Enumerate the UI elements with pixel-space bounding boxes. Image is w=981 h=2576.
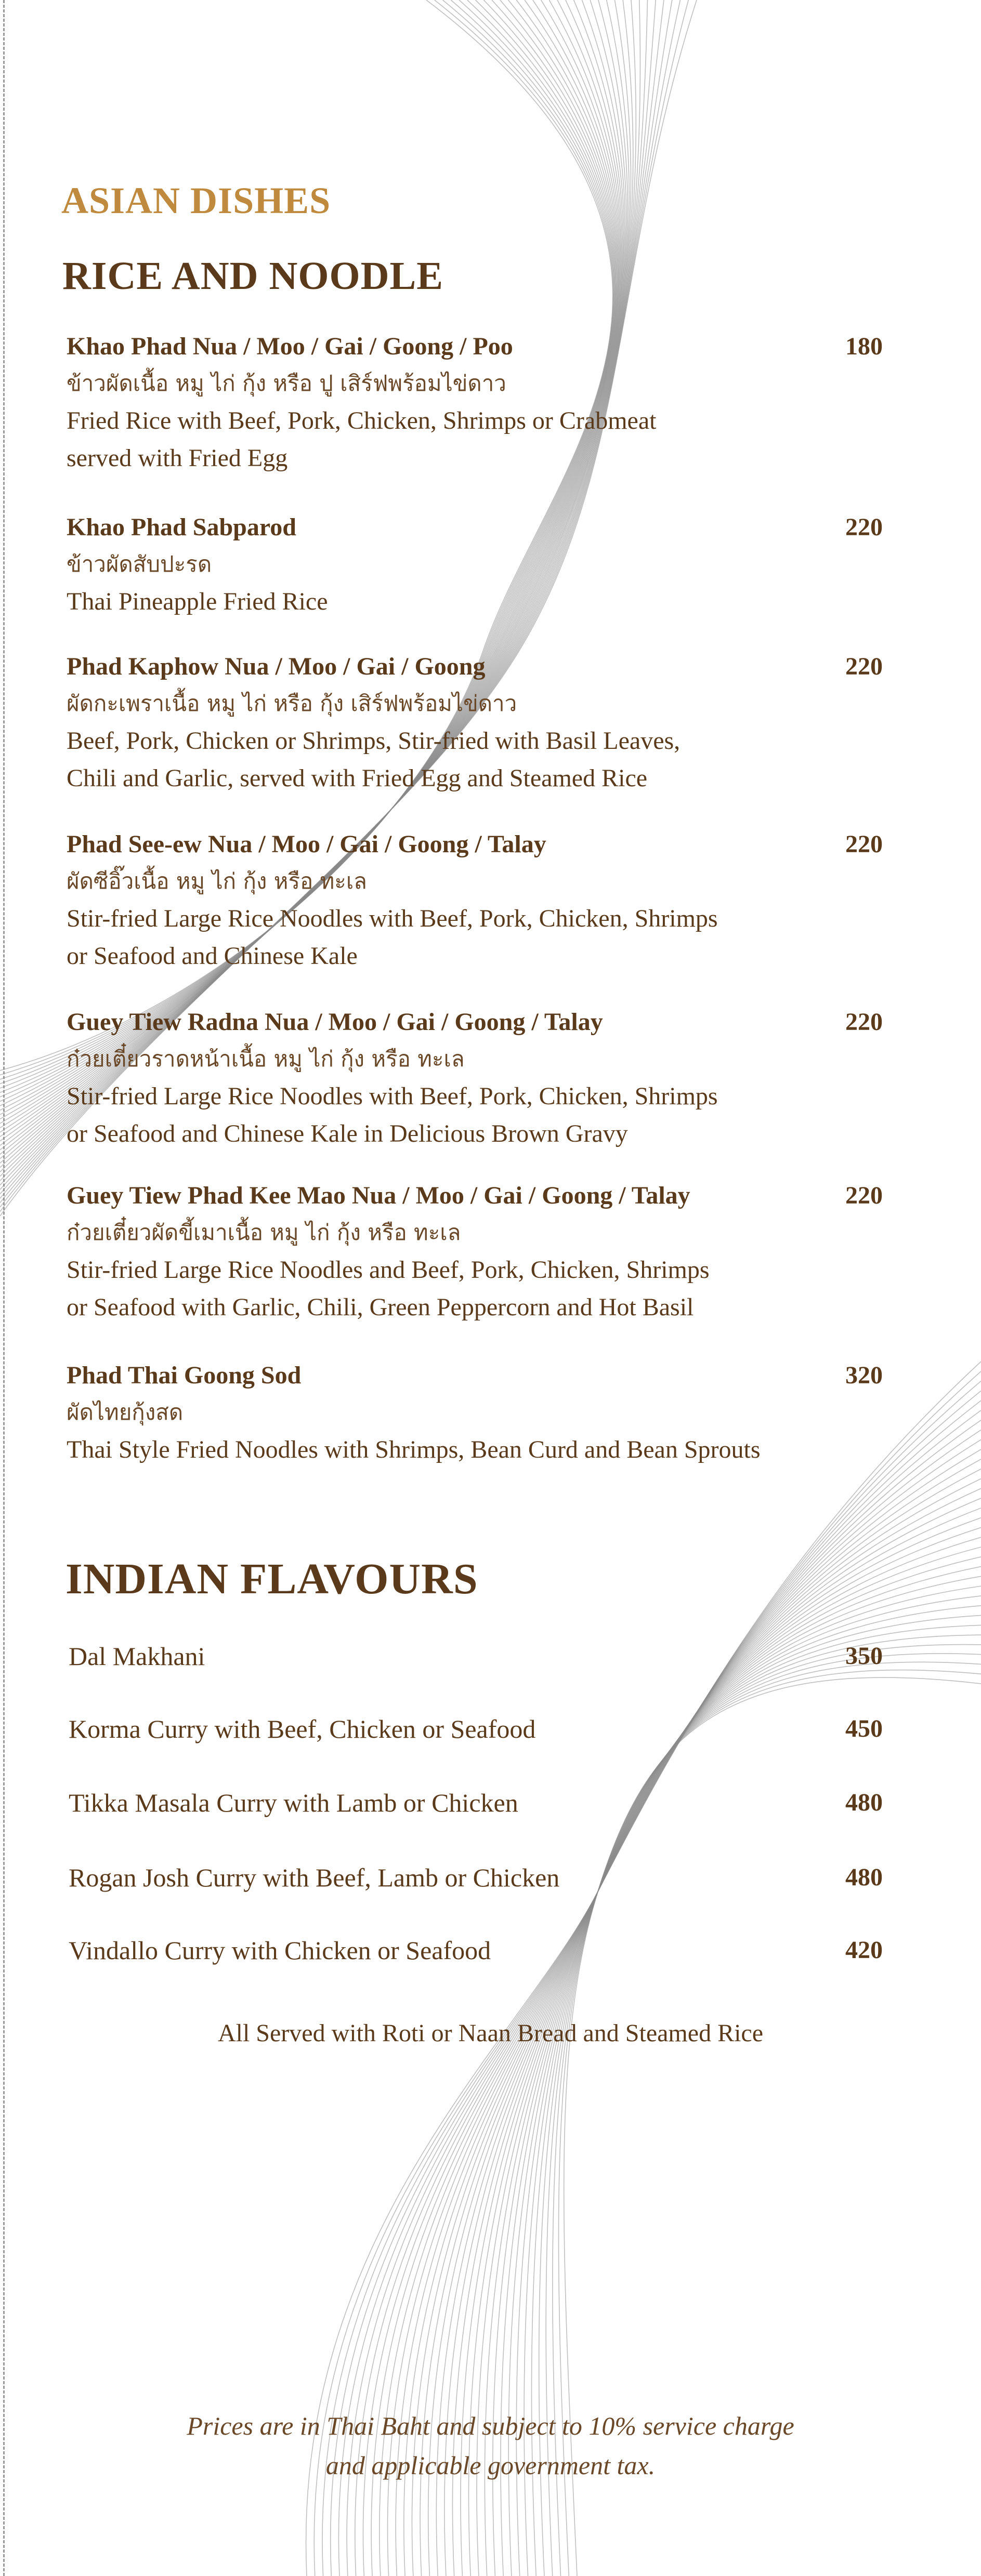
item-name: Guey Tiew Phad Kee Mao Nua / Moo / Gai / Goong / Talay (67, 1182, 690, 1209)
item-description: or Seafood with Garlic, Chili, Green Peppercorn and Hot Basil (67, 1293, 694, 1321)
item-price: 220 (845, 1008, 883, 1036)
item-description: Stir-fried Large Rice Noodles and Beef, Pork, Chicken, Shrimps (67, 1256, 710, 1284)
category-heading: ASIAN DISHES (61, 180, 331, 221)
price-disclaimer (0, 2406, 981, 2485)
menu-item (69, 1638, 883, 1674)
item-name: Guey Tiew Radna Nua / Moo / Gai / Goong / Talay (67, 1008, 603, 1036)
menu-item (69, 1932, 883, 1969)
served-with-note: All Served with Roti or Naan Bread and Steamed Rice (217, 2019, 764, 2047)
item-name: Khao Phad Sabparod (67, 513, 296, 541)
item-name: Phad See-ew Nua / Moo / Gai / Goong / Talay (67, 830, 546, 858)
item-price: 220 (845, 830, 883, 858)
item-description: Thai Pineapple Fried Rice (67, 588, 328, 615)
menu-item (69, 1785, 883, 1821)
item-thai-name: ก๋วยเตี๋ยวผัดขี้เมาเนื้อ หมู ไก่ กุ้ง หรือ ทะเล (67, 1220, 461, 1245)
item-price: 420 (845, 1936, 883, 1964)
item-thai-name: ผัดไทยกุ้งสด (67, 1399, 184, 1425)
item-thai-name: ข้าวผัดเนื้อ หมู ไก่ กุ้ง หรือ ปู เสิร์ฟพร้อมไข่ดาว (67, 371, 506, 396)
item-description: Beef, Pork, Chicken or Shrimps, Stir-fried with Basil Leaves, (67, 727, 681, 755)
item-price: 220 (845, 513, 883, 541)
disclaimer-line: and applicable government tax. (325, 2451, 656, 2480)
item-description: Stir-fried Large Rice Noodles with Beef, Pork, Chicken, Shrimps (67, 1082, 718, 1110)
menu-item (69, 1859, 883, 1896)
menu-item (67, 1004, 883, 1153)
section-title-indian-flavours: INDIAN FLAVOURS (66, 1555, 478, 1603)
item-thai-name: ผัดซีอิ๊วเนื้อ หมู ไก่ กุ้ง หรือ ทะเล (67, 868, 367, 894)
item-description: served with Fried Egg (67, 444, 288, 472)
item-price: 320 (845, 1362, 883, 1389)
menu-item (67, 1357, 883, 1469)
item-name: Khao Phad Nua / Moo / Gai / Goong / Poo (67, 333, 513, 360)
menu-item (67, 328, 883, 477)
item-description: Chili and Garlic, served with Fried Egg and Steamed Rice (67, 764, 648, 792)
menu-item (67, 1178, 883, 1326)
item-name: Korma Curry with Beef, Chicken or Seafood (69, 1714, 536, 1743)
item-price: 480 (845, 1864, 883, 1891)
item-thai-name: ก๋วยเตี๋ยวราดหน้าเนื้อ หมู ไก่ กุ้ง หรือ ทะเล (67, 1046, 465, 1072)
menu-item (67, 509, 883, 620)
item-price: 220 (845, 653, 883, 680)
item-price: 180 (845, 333, 883, 360)
item-description: Stir-fried Large Rice Noodles with Beef, Pork, Chicken, Shrimps (67, 905, 718, 932)
item-price: 220 (845, 1182, 883, 1209)
menu-item (69, 1711, 883, 1747)
item-description: or Seafood and Chinese Kale (67, 942, 358, 970)
item-description: or Seafood and Chinese Kale in Delicious Brown Gravy (67, 1120, 628, 1147)
item-price: 350 (845, 1642, 883, 1670)
item-price: 480 (845, 1789, 883, 1816)
section-title-rice-and-noodle: RICE AND NOODLE (62, 254, 443, 298)
item-description: Fried Rice with Beef, Pork, Chicken, Shrimps or Crabmeat (67, 407, 657, 434)
item-name: Dal Makhani (69, 1642, 205, 1671)
menu-item (67, 649, 883, 797)
item-description: Thai Style Fried Noodles with Shrimps, Bean Curd and Bean Sprouts (67, 1436, 761, 1463)
item-name: Phad Thai Goong Sod (67, 1362, 302, 1389)
disclaimer-line: Prices are in Thai Baht and subject to 10% service charge (187, 2411, 794, 2440)
item-name: Rogan Josh Curry with Beef, Lamb or Chicken (69, 1863, 560, 1892)
menu-item (67, 826, 883, 975)
item-name: Vindallo Curry with Chicken or Seafood (69, 1936, 491, 1965)
item-name: Phad Kaphow Nua / Moo / Gai / Goong (67, 653, 486, 680)
item-thai-name: ผัดกะเพราเนื้อ หมู ไก่ หรือ กุ้ง เสิร์ฟพร้อมไข่ดาว (67, 691, 517, 716)
item-name: Tikka Masala Curry with Lamb or Chicken (69, 1788, 518, 1817)
item-price: 450 (845, 1715, 883, 1742)
item-thai-name: ข้าวผัดสับปะรด (67, 551, 212, 577)
